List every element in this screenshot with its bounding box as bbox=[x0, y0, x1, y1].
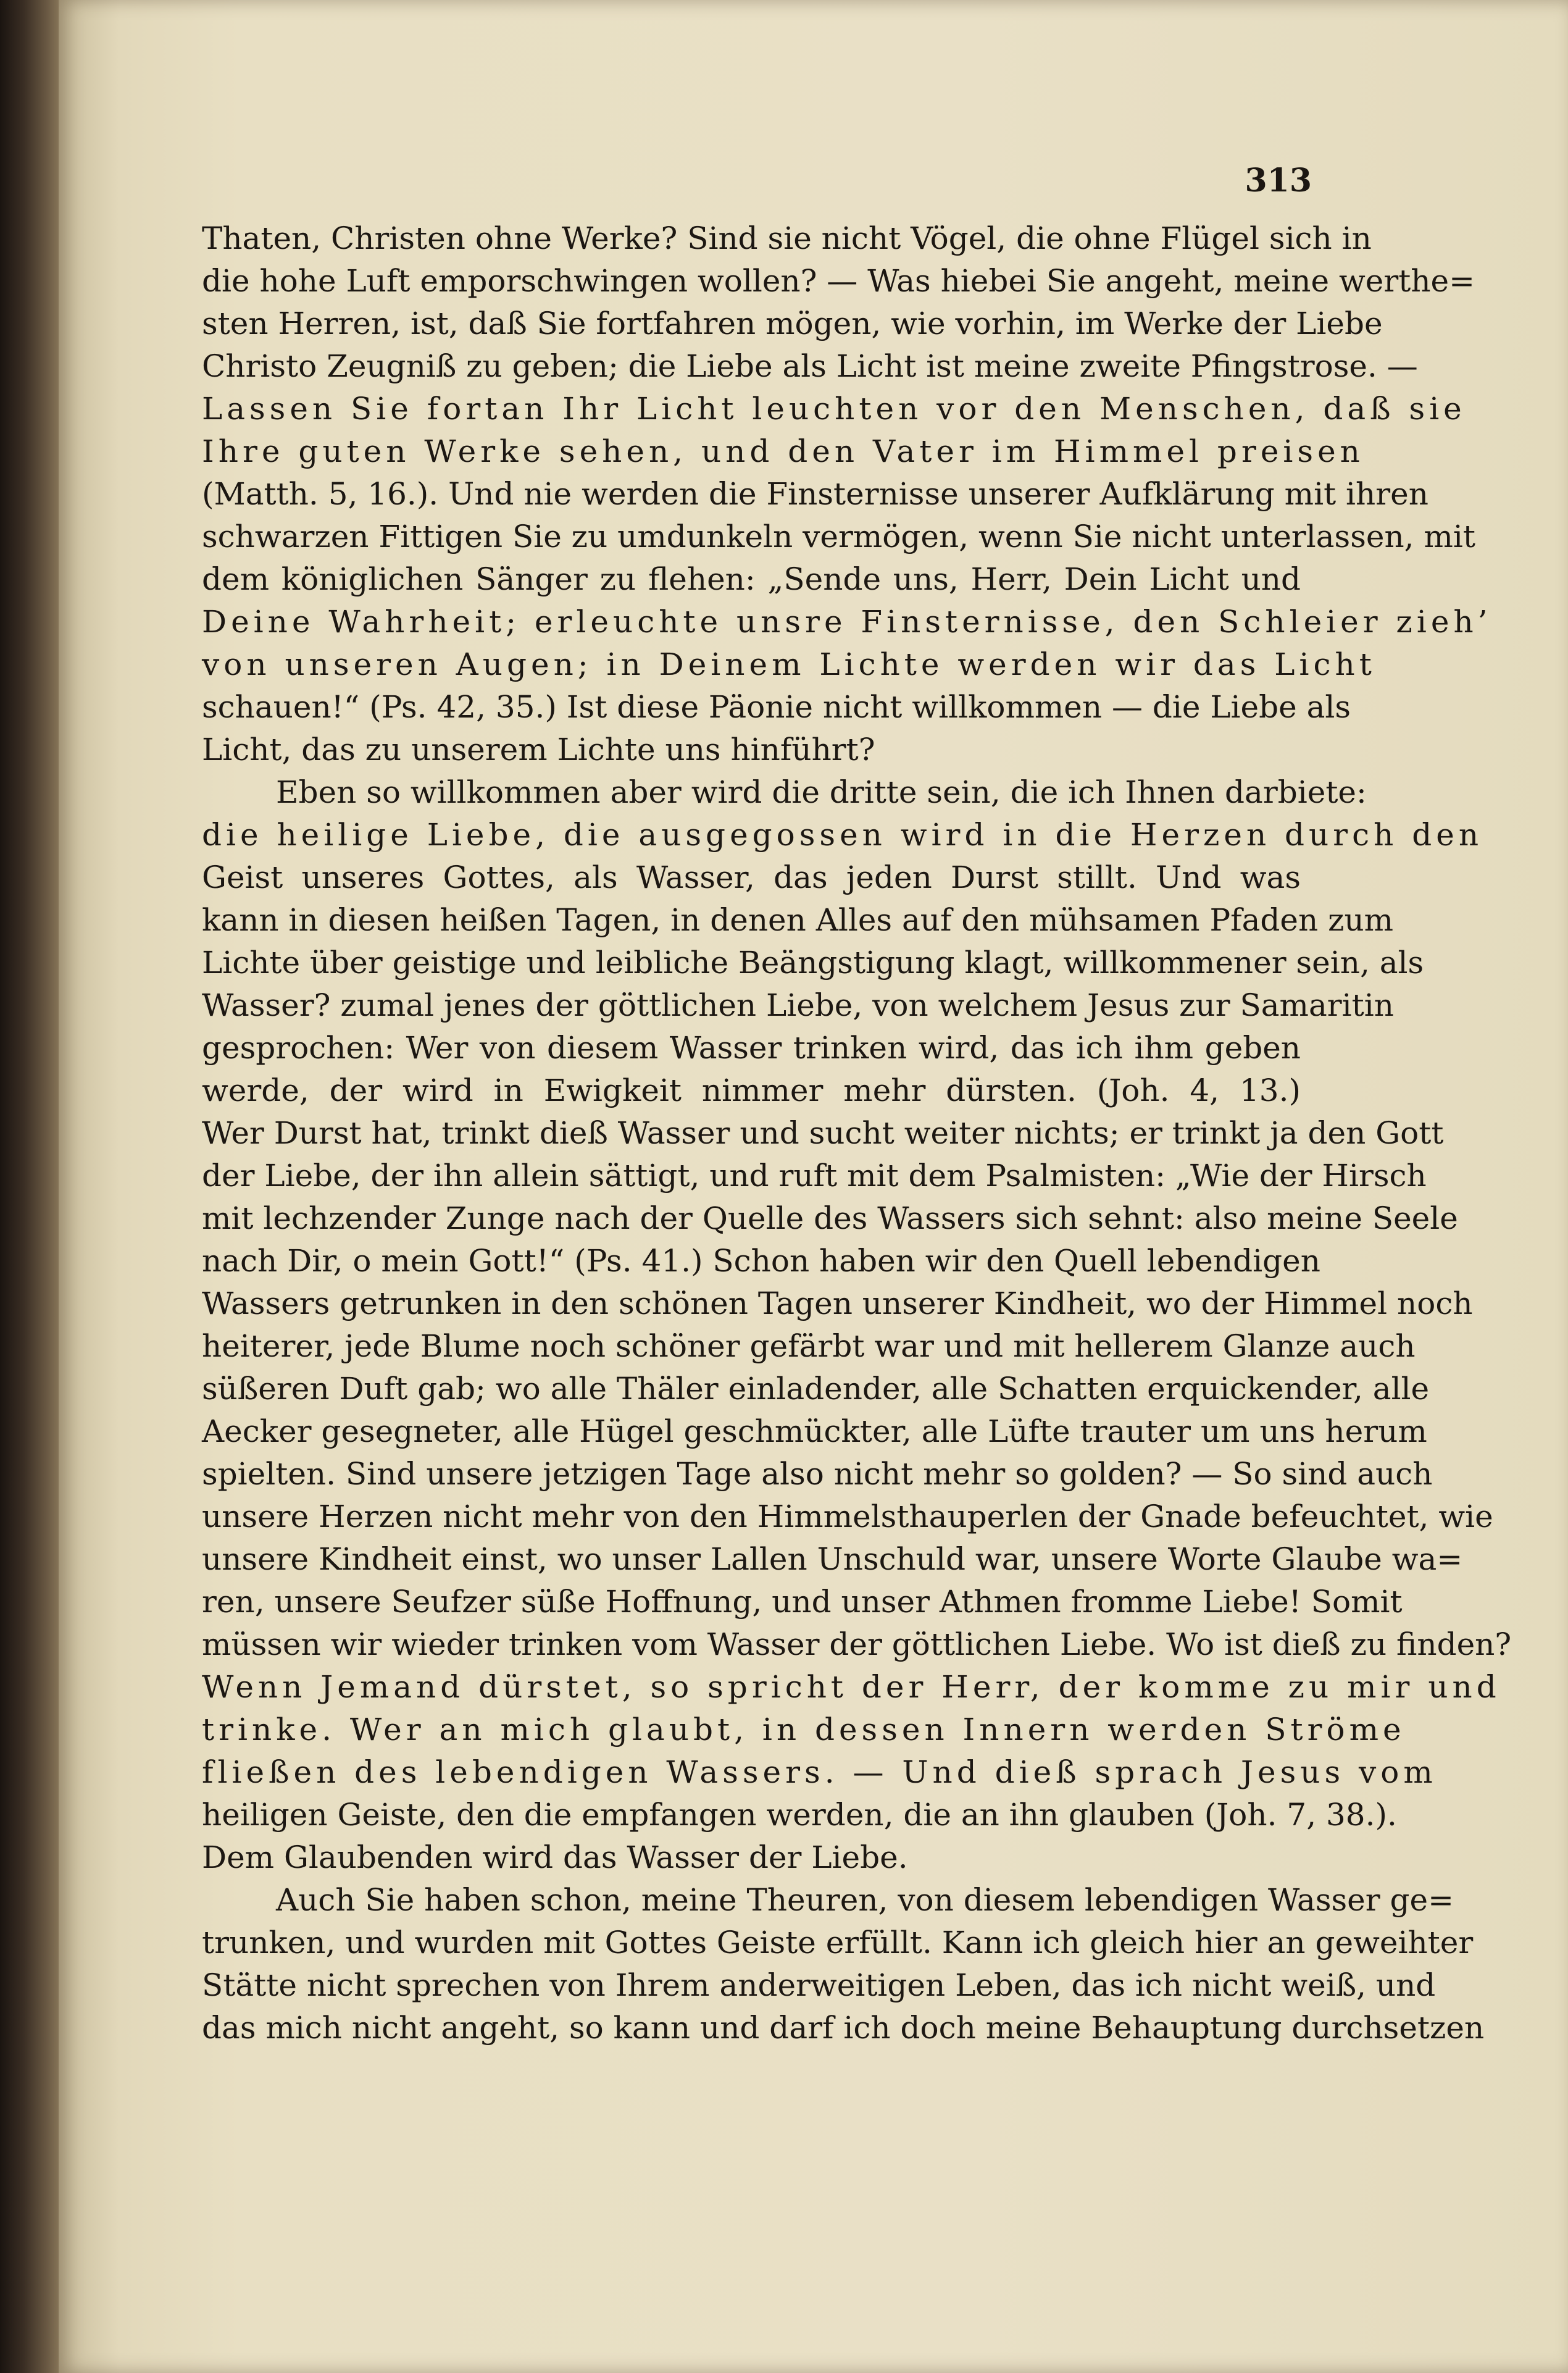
text-line: süßeren Duft gab; wo alle Thäler einladender, alle Schatten erquickender, alle bbox=[202, 1371, 1430, 1407]
text-line: Lichte über geistige und leibliche Beängstigung klagt, willkommener sein, als bbox=[202, 945, 1424, 981]
text-line: Licht, das zu unserem Lichte uns hinführt? bbox=[202, 732, 875, 768]
text-line: dem königlichen Sänger zu flehen: „Sende uns, Herr, Dein Licht und bbox=[202, 561, 1301, 597]
text-line: schauen!“ (Ps. 42, 35.) Ist diese Päonie nicht willkommen — die Liebe als bbox=[202, 689, 1351, 725]
text-line: Ihre guten Werke sehen, und den Vater im Himmel preisen bbox=[202, 433, 1364, 469]
text-line: Christo Zeugniß zu geben; die Liebe als Licht ist meine zweite Pfingstrose. — bbox=[202, 348, 1418, 384]
text-line: Wenn Jemand dürstet, so spricht der Herr, der komme zu mir und bbox=[202, 1669, 1501, 1705]
text-line: müssen wir wieder trinken vom Wasser der göttlichen Liebe. Wo ist dieß zu finden? bbox=[202, 1626, 1512, 1662]
text-line: trinke. Wer an mich glaubt, in dessen Innern werden Ströme bbox=[202, 1712, 1406, 1747]
text-line: fließen des lebendigen Wassers. — Und dieß sprach Jesus vom bbox=[202, 1754, 1437, 1790]
text-line: mit lechzender Zunge nach der Quelle des Wassers sich sehnt: also meine Seele bbox=[202, 1200, 1458, 1236]
text-line: Aecker gesegneter, alle Hügel geschmückter, alle Lüfte trauter um uns herum bbox=[202, 1413, 1427, 1449]
text-line: Deine Wahrheit; erleuchte unsre Finsternisse, den Schleier zieh’ bbox=[202, 604, 1492, 640]
text-line: Auch Sie haben schon, meine Theuren, von diesem lebendigen Wasser ge= bbox=[276, 1882, 1454, 1918]
text-line: unsere Herzen nicht mehr von den Himmelsthauperlen der Gnade befeuchtet, wie bbox=[202, 1499, 1493, 1534]
text-line: Lassen Sie fortan Ihr Licht leuchten vor den Menschen, daß sie bbox=[202, 391, 1466, 427]
text-line: Geist unseres Gottes, als Wasser, das jeden Durst stillt. Und was bbox=[202, 860, 1301, 895]
text-line: Dem Glaubenden wird das Wasser der Liebe. bbox=[202, 1839, 908, 1875]
text-line: heiligen Geiste, den die empfangen werden, die an ihn glauben (Joh. 7, 38.). bbox=[202, 1797, 1397, 1833]
text-line: (Matth. 5, 16.). Und nie werden die Finsternisse unserer Aufklärung mit ihren bbox=[202, 476, 1428, 512]
text-line: das mich nicht angeht, so kann und darf ich doch meine Behauptung durchsetzen bbox=[202, 2010, 1485, 2046]
body-text bbox=[202, 217, 1512, 2049]
text-line: die heilige Liebe, die ausgegossen wird in die Herzen durch den bbox=[202, 817, 1483, 853]
text-line: gesprochen: Wer von diesem Wasser trinken wird, das ich ihm geben bbox=[202, 1030, 1301, 1066]
text-line: unsere Kindheit einst, wo unser Lallen Unschuld war, unsere Worte Glaube wa= bbox=[202, 1541, 1463, 1577]
text-line: sten Herren, ist, daß Sie fortfahren mögen, wie vorhin, im Werke der Liebe bbox=[202, 306, 1383, 341]
text-line: kann in diesen heißen Tagen, in denen Alles auf den mühsamen Pfaden zum bbox=[202, 902, 1394, 938]
page-number: 313 bbox=[1245, 162, 1312, 199]
text-line: werde, der wird in Ewigkeit nimmer mehr dürsten. (Joh. 4, 13.) bbox=[202, 1073, 1301, 1108]
text-line: der Liebe, der ihn allein sättigt, und ruft mit dem Psalmisten: „Wie der Hirsch bbox=[202, 1158, 1427, 1194]
text-line: trunken, und wurden mit Gottes Geiste erfüllt. Kann ich gleich hier an geweihter bbox=[202, 1925, 1474, 1961]
text-line: Thaten, Christen ohne Werke? Sind sie nicht Vögel, die ohne Flügel sich in bbox=[202, 220, 1372, 256]
text-line: schwarzen Fittigen Sie zu umdunkeln vermögen, wenn Sie nicht unterlassen, mit bbox=[202, 519, 1475, 555]
text-line: Wasser? zumal jenes der göttlichen Liebe, von welchem Jesus zur Samaritin bbox=[202, 987, 1394, 1023]
text-line: Eben so willkommen aber wird die dritte sein, die ich Ihnen darbiete: bbox=[276, 774, 1367, 810]
text-line: Wer Durst hat, trinkt dieß Wasser und sucht weiter nichts; er trinkt ja den Gott bbox=[202, 1115, 1444, 1151]
text-line: heiterer, jede Blume noch schöner gefärbt war und mit hellerem Glanze auch bbox=[202, 1328, 1416, 1364]
text-line: von unseren Augen; in Deinem Lichte werden wir das Licht bbox=[202, 647, 1376, 682]
book-binding bbox=[0, 0, 68, 2373]
text-line: die hohe Luft emporschwingen wollen? — Was hiebei Sie angeht, meine werthe= bbox=[202, 263, 1475, 299]
text-line: ren, unsere Seufzer süße Hoffnung, und unser Athmen fromme Liebe! Somit bbox=[202, 1584, 1403, 1620]
text-line: spielten. Sind unsere jetzigen Tage also nicht mehr so golden? — So sind auch bbox=[202, 1456, 1433, 1492]
book-page bbox=[59, 0, 1568, 2373]
text-line: nach Dir, o mein Gott!“ (Ps. 41.) Schon haben wir den Quell lebendigen bbox=[202, 1243, 1320, 1279]
text-line: Wassers getrunken in den schönen Tagen unserer Kindheit, wo der Himmel noch bbox=[202, 1286, 1473, 1321]
text-line: Stätte nicht sprechen von Ihrem anderweitigen Leben, das ich nicht weiß, und bbox=[202, 1967, 1436, 2003]
